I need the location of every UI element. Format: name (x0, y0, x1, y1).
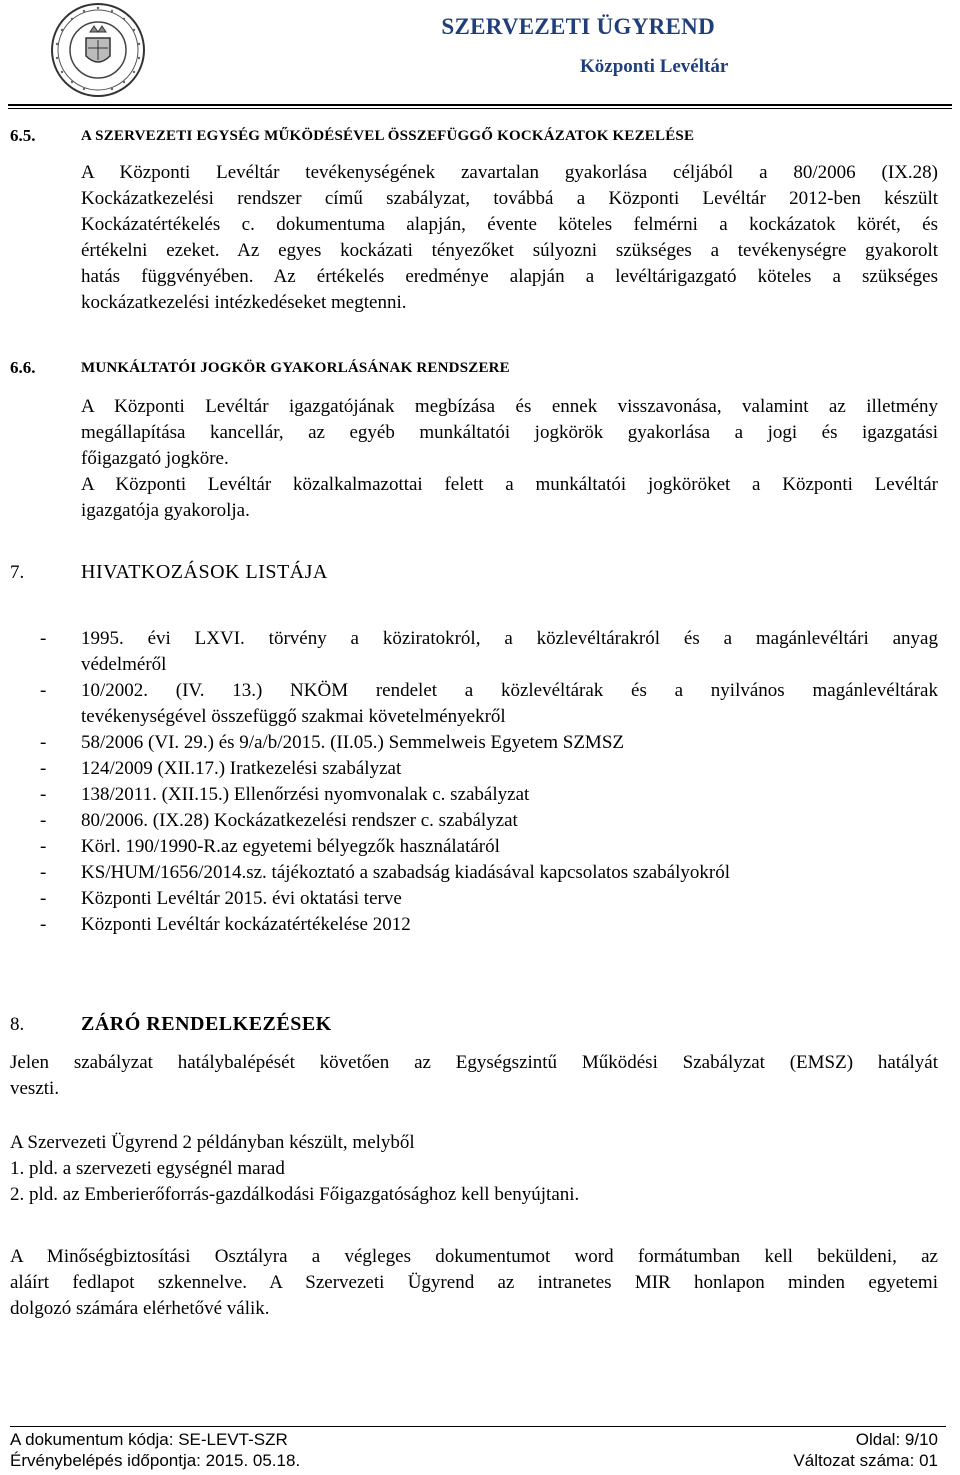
section-number-7: 7. (10, 562, 25, 583)
list-item: - 80/2006. (IX.28) Kockázatkezelési rendszer c. szabályzat (40, 810, 518, 831)
header-rule-thin (8, 108, 952, 109)
university-seal-icon (50, 2, 146, 98)
section-title-6-5: A SZERVEZETI EGYSÉG MŰKÖDÉSÉVEL ÖSSZEFÜGGŐ KOCKÁZATOK KEZELÉSE (81, 128, 695, 144)
list-item: - Központi Levéltár 2015. évi oktatási terve (40, 888, 402, 909)
list-item: - Körl. 190/1990-R.az egyetemi bélyegzők használatáról (40, 836, 500, 857)
list-item: - Központi Levéltár kockázatértékelése 2012 (40, 914, 411, 935)
paragraph-line: A Központi Levéltár közalkalmazottai felett a munkáltatói jogköröket a Központi Levéltár (81, 474, 938, 495)
paragraph-line: hatás függvényében. Az értékelés eredménye alapján a levéltárigazgató köteles a szükséges (81, 266, 938, 287)
document-code: A dokumentum kódja: SE-LEVT-SZR (10, 1430, 288, 1449)
section-title-8: ZÁRÓ RENDELKEZÉSEK (81, 1013, 332, 1035)
paragraph-line: A Központi Levéltár tevékenységének zavartalan gyakorlása céljából a 80/2006 (IX.28) (81, 162, 938, 183)
paragraph-line: Kockázatkezelési rendszer című szabályzat, továbbá a Központi Levéltár 2012-ben készült (81, 188, 938, 209)
unit-name: Központi Levéltár (580, 56, 729, 77)
section-body-6-5 (81, 160, 938, 316)
reference-list (40, 626, 938, 938)
header-rule (8, 104, 952, 106)
page-number: Oldal: 9/10 (855, 1430, 938, 1449)
list-item: - 124/2009 (XII.17.) Iratkezelési szabályzat (40, 758, 402, 779)
footer-rule (10, 1426, 946, 1427)
paragraph-line: megállapítása kancellár, az egyéb munkáltatói jogkörök gyakorlása a jogi és igazgatási (81, 422, 938, 443)
closing-paragraph-2: A Szervezeti Ügyrend 2 példányban készült, melyből 1. pld. a szervezeti egységnél marad 2. pld. az Emberierőforrás-gazdálkodási Főigazgatósághoz kell benyújtani. (10, 1132, 580, 1205)
paragraph-line: kockázatkezelési intézkedéseket megtenni. (81, 292, 407, 313)
paragraph-line: értékelni ezeket. Az egyes kockázati tényezőket súlyozni szükséges a tevékenységre gyakorolt (81, 240, 938, 261)
list-item: - 10/2002. (IV. 13.) NKÖM rendelet a közlevéltárak és a nyilvános magánlevéltárak tevékenységével összefüggő szakmai követelményekről (40, 680, 938, 727)
list-item: - KS/HUM/1656/2014.sz. tájékoztató a szabadság kiadásával kapcsolatos szabályokról (40, 862, 730, 883)
list-item: - 138/2011. (XII.15.) Ellenőrzési nyomvonalak c. szabályzat (40, 784, 530, 805)
section-title-6-6: MUNKÁLTATÓI JOGKÖR GYAKORLÁSÁNAK RENDSZERE (81, 360, 510, 376)
paragraph-line: A Központi Levéltár igazgatójának megbízása és ennek visszavonása, valamint az illetmény (81, 396, 938, 417)
list-item: - 1995. évi LXVI. törvény a köziratokról, a közlevéltárakról és a magánlevéltári anyag védelméről (40, 628, 938, 675)
section-number-8: 8. (10, 1014, 25, 1035)
section-number-6-5: 6.5. (10, 126, 36, 145)
closing-paragraph-3: A Minőségbiztosítási Osztályra a végleges dokumentumot word formátumban kell beküldeni, az aláírt fedlapot szkennelve. A Szervezeti Ügyrend az intranetes MIR honlapon minden egyetemi dolgozó számára elérhetővé válik. (10, 1246, 938, 1319)
paragraph-line: igazgatója gyakorolja. (81, 500, 250, 521)
section-number-6-6: 6.6. (10, 358, 36, 377)
effective-date: Érvénybelépés időpontja: 2015. 05.18. (10, 1451, 301, 1470)
closing-paragraph-1: Jelen szabályzat hatálybalépését követően az Egységszintű Működési Szabályzat (EMSZ) hatályát veszti. (10, 1052, 938, 1099)
version-number: Változat száma: 01 (793, 1451, 938, 1470)
paragraph-line: Kockázatértékelés c. dokumentuma alapján, évente köteles felmérni a kockázatok körét, és (81, 214, 938, 235)
paragraph-line: főigazgató jogköre. (81, 448, 229, 469)
section-title-7: HIVATKOZÁSOK LISTÁJA (81, 561, 328, 583)
document-title: SZERVEZETI ÜGYREND (441, 14, 715, 39)
section-body-6-6 (81, 394, 938, 524)
list-item: - 58/2006 (VI. 29.) és 9/a/b/2015. (II.05.) Semmelweis Egyetem SZMSZ (40, 732, 625, 753)
